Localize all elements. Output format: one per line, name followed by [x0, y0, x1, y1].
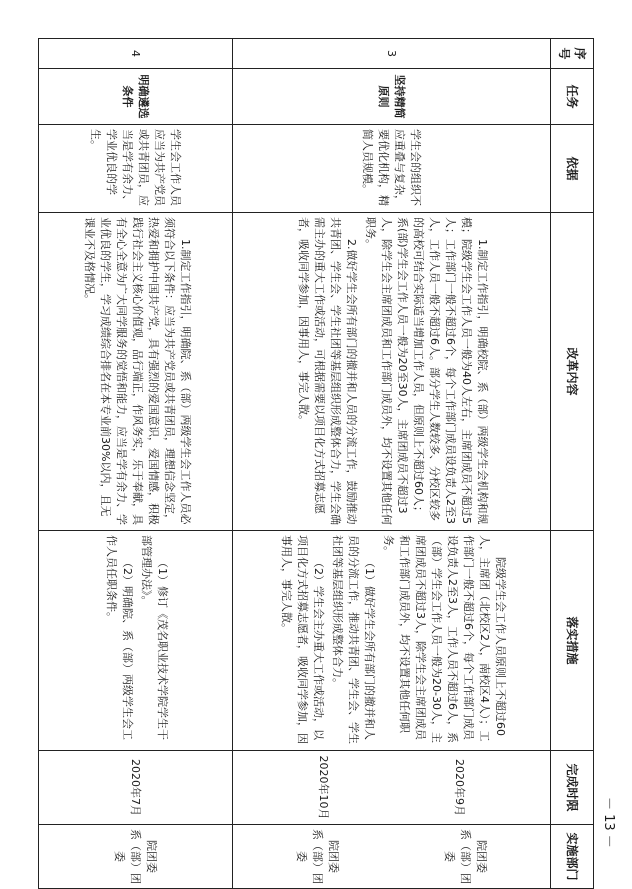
content-paragraph: 2.做好学生会所有部门的撤并和人员的分流工作，鼓励推动共青团、学生会、学生社团等基层组织形成整体合力，学生会确需主办的重大工作或活动，可根据需要以项目化方式招募志愿者，吸收同学参加，因事用人，事完人散。 [297, 217, 359, 525]
row-basis: 学生会的组织不应重叠与复杂，要优化机构，精简人员规模。 [233, 125, 551, 213]
content-paragraph: 1.制定工作指引，明确校院、系（部）两级学生会机构和规模；院级学生会工作人员一般为40人左右，主席团成员不超过5人；工作部门一般不超过6个，每个工作部门成员设负责人2至3人，工作人员一般不超过6人。部分学生人数较多、分校区较多的高校可结合实际适当增加工作人员，但原则上不超过60人；系(部)学生会工作人员一般为20至30人，主席团成员不超过3人，除学生会主席团成员和工作部门成员外，均不设置其他任何职务。 [364, 217, 490, 525]
measure-paragraph: （1）做好学生会所有部门的撤并和人员的分流工作，推动共青团、学生会、学生社团等基层组织形成整体合力。 [331, 535, 376, 744]
reform-table [38, 38, 594, 889]
dept-value: 院团委 [327, 840, 341, 873]
header-basis: 依据 [551, 125, 594, 213]
dept-value: 系（部）团委 [113, 829, 143, 884]
dept-value: 系（部）团委 [443, 829, 473, 884]
row-task: 坚持精简原则 [233, 69, 551, 125]
measure-paragraph: 院级学生会工作人员原则上不超过60人，主席团（北校区2人，南校区4人）；工作部门一般不超过6个，每个工作部门成员设负责人2至3人，工作人员不超过6人，系（部）学生会工作人员一般为20-30人，主席团成员不超过3人，除学生会主席团成员和工作部门成员外，均不设置其他任何职务。 [382, 535, 507, 743]
measure-paragraph: （2）明确院、系（部）两级学生会工作人员任职条件。 [105, 535, 135, 740]
header-num: 序号 [551, 39, 594, 69]
time-value: 2020年10月 [317, 755, 331, 820]
table-row [233, 39, 551, 889]
row-content [39, 213, 233, 531]
dept-value: 院团委 [145, 840, 159, 873]
row-dept [233, 825, 551, 889]
row-measures [39, 531, 233, 751]
time-value: 2020年7月 [129, 759, 143, 816]
header-content: 改革内容 [551, 213, 594, 531]
dept-value: 院团委 [475, 840, 489, 873]
row-number: 3 [233, 39, 551, 69]
row-number: 4 [39, 39, 233, 69]
row-time [39, 751, 233, 825]
measure-paragraph: （1）修订《茂名职业技术学院学生干部管理办法》。 [140, 535, 170, 740]
header-task: 任务 [551, 69, 594, 125]
measure-paragraph: （2）学生会主办重大工作或活动，以项目化方式招募志愿者，吸收同学参加，因事用人，事完人散。 [280, 535, 325, 744]
header-row [551, 39, 594, 889]
time-value: 2020年9月 [453, 759, 467, 816]
header-dept: 实施部门 [551, 825, 594, 889]
row-measures [233, 531, 551, 751]
row-time [233, 751, 551, 825]
rotated-table-stage [38, 38, 594, 888]
table-row [39, 39, 233, 889]
row-dept [39, 825, 233, 889]
row-content [233, 213, 551, 531]
header-time: 完成时限 [551, 751, 594, 825]
header-measures: 落实措施 [551, 531, 594, 751]
dept-value: 系（部）团委 [295, 829, 325, 884]
page-number: － 13 － [601, 797, 616, 848]
content-paragraph: 1.制定工作指引，明确院、系（部）两级学生会工作人员必须符合以下条件：应当为共产党员或共青团员，理想信念坚定，热爱和拥护中国共产党，具有强烈的爱国意识，爱国情感，积极践行社会主义核心价值观，品行端正，作风务实，乐于奉献，具有全心全意为广大同学服务的觉悟和能力，应当是学有余力、学业优良的学生，学习成绩综合排名在本专业前30%以内，且无课业不及格情况。 [83, 217, 192, 525]
row-task: 明确遴选条件 [39, 69, 233, 125]
row-basis: 学生会工作人员应当为共产党员或共青团员，应当是学有余力、学业优良的学生。 [39, 125, 233, 213]
